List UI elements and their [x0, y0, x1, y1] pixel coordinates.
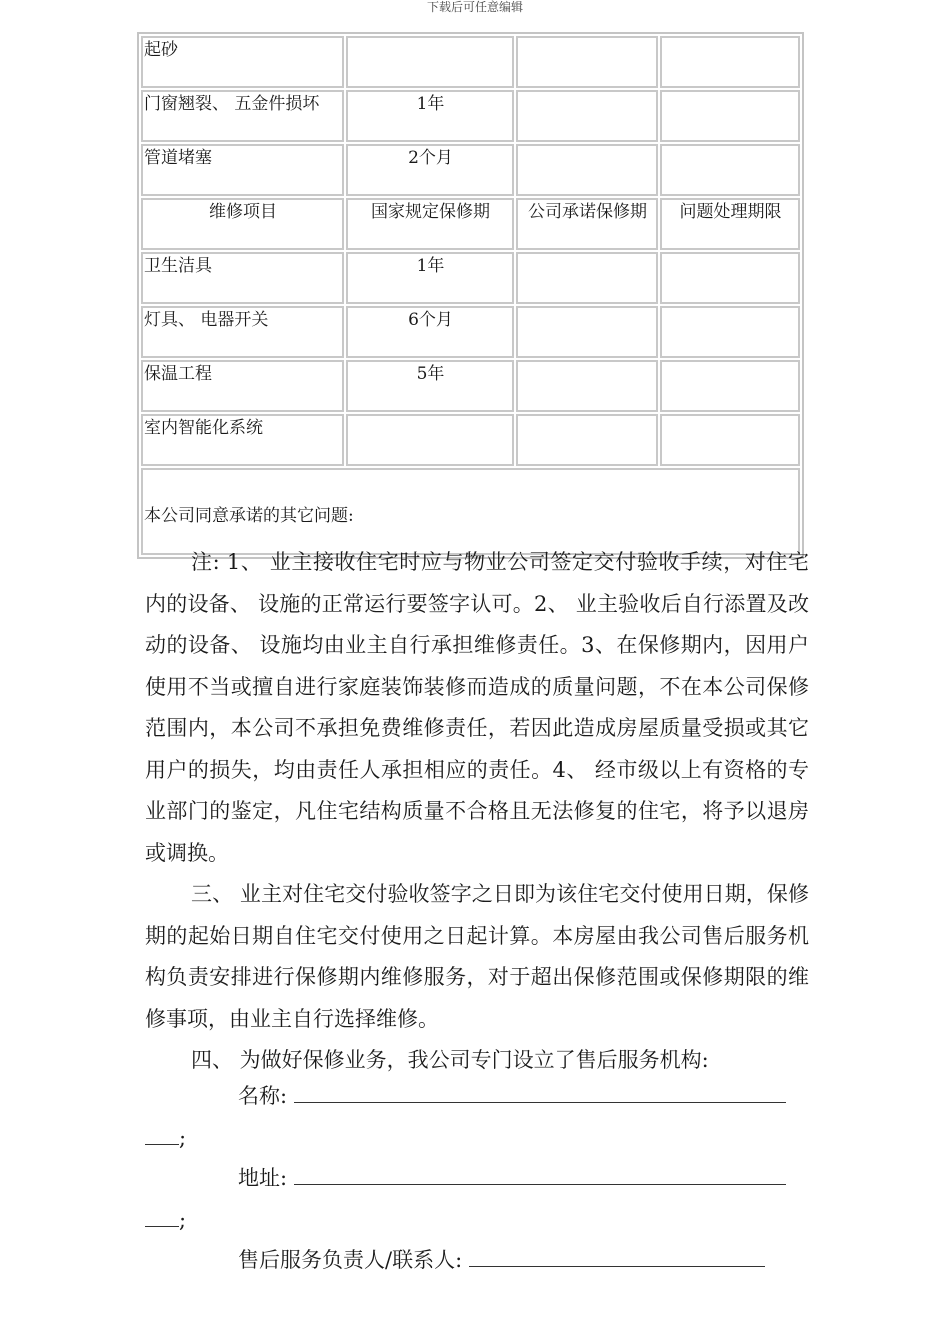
national-period-cell: 2个月: [346, 144, 514, 196]
item-cell: 室内智能化系统: [141, 414, 344, 466]
address-field-end: [145, 1204, 186, 1235]
section-four-paragraph: 四、 为做好保修业务，我公司专门设立了售后服务机构:: [191, 1048, 709, 1072]
section-three-paragraph: 三、 业主对住宅交付验收签字之日即为该住宅交付使用日期，保修期的起始日期自住宅交付使用之日起计算。本房屋由我公司售后服务机构负责安排进行保修期内维修服务，对于超出保修范围或保修期限的维修事项，由业主自行选择维修。: [145, 882, 809, 1031]
table-row: [141, 90, 800, 142]
company-period-cell: [516, 144, 658, 196]
company-period-cell: [516, 414, 658, 466]
name-label: 名称:: [238, 1084, 288, 1108]
company-period-cell: 公司承诺保修期: [516, 198, 658, 250]
address-blank[interactable]: [294, 1162, 786, 1185]
item-cell: 灯具、 电器开关: [141, 306, 344, 358]
national-period-cell: [346, 36, 514, 88]
warranty-table: [137, 32, 804, 559]
handling-limit-cell: [660, 144, 800, 196]
table-row: [141, 360, 800, 412]
table-row: [141, 144, 800, 196]
notes-section: [145, 542, 809, 1082]
handling-limit-cell: [660, 306, 800, 358]
company-period-cell: [516, 90, 658, 142]
table-header-row: [141, 198, 800, 250]
national-period-cell: 1年: [346, 90, 514, 142]
company-period-cell: [516, 360, 658, 412]
item-cell: 卫生洁具: [141, 252, 344, 304]
address-field-row: [238, 1162, 786, 1193]
national-period-cell: 6个月: [346, 306, 514, 358]
national-period-cell: 1年: [346, 252, 514, 304]
national-period-cell: [346, 414, 514, 466]
handling-limit-cell: [660, 414, 800, 466]
address-blank-continued[interactable]: [145, 1204, 179, 1227]
name-field-end: [145, 1122, 186, 1153]
name-field-row: [238, 1080, 786, 1111]
address-line-end: ;: [179, 1208, 187, 1232]
contact-label: 售后服务负责人/联系人:: [238, 1248, 463, 1272]
handling-limit-cell: [660, 36, 800, 88]
handling-limit-cell: [660, 360, 800, 412]
item-cell: 起砂: [141, 36, 344, 88]
other-issues-cell: 本公司同意承诺的其它问题:: [141, 468, 800, 555]
contact-blank[interactable]: [469, 1244, 765, 1267]
company-period-cell: [516, 306, 658, 358]
handling-limit-cell: 问题处理期限: [660, 198, 800, 250]
name-blank-continued[interactable]: [145, 1122, 179, 1145]
national-period-cell: 5年: [346, 360, 514, 412]
table-row: [141, 306, 800, 358]
page-header: 下载后可任意编辑: [426, 0, 523, 14]
company-period-cell: [516, 36, 658, 88]
table-row: [141, 252, 800, 304]
item-cell: 保温工程: [141, 360, 344, 412]
national-period-cell: 国家规定保修期: [346, 198, 514, 250]
table-row: [141, 414, 800, 466]
item-cell: 门窗翘裂、 五金件损坏: [141, 90, 344, 142]
item-cell: 维修项目: [141, 198, 344, 250]
table-row: [141, 36, 800, 88]
note-paragraph: 注: 1、 业主接收住宅时应与物业公司签定交付验收手续，对住宅内的设备、 设施的正常运行要签字认可。2、 业主验收后自行添置及改动的设备、 设施均由业主自行承担维修责任。3、在保修期内，因用户使用不当或擅自进行家庭装饰装修而造成的质量问题，不在本公司保修范围内，本公司不承担免费维修责任，若因此造成房屋质量受损或其它用户的损失，均由责任人承担相应的责任。4、 经市级以上有资格的专业部门的鉴定，凡住宅结构质量不合格且无法修复的住宅，将予以退房或调换。: [145, 550, 809, 865]
handling-limit-cell: [660, 252, 800, 304]
name-blank[interactable]: [294, 1080, 786, 1103]
company-period-cell: [516, 252, 658, 304]
item-cell: 管道堵塞: [141, 144, 344, 196]
name-line-end: ;: [179, 1126, 187, 1150]
address-label: 地址:: [238, 1166, 288, 1190]
contact-field-row: [238, 1244, 765, 1275]
handling-limit-cell: [660, 90, 800, 142]
